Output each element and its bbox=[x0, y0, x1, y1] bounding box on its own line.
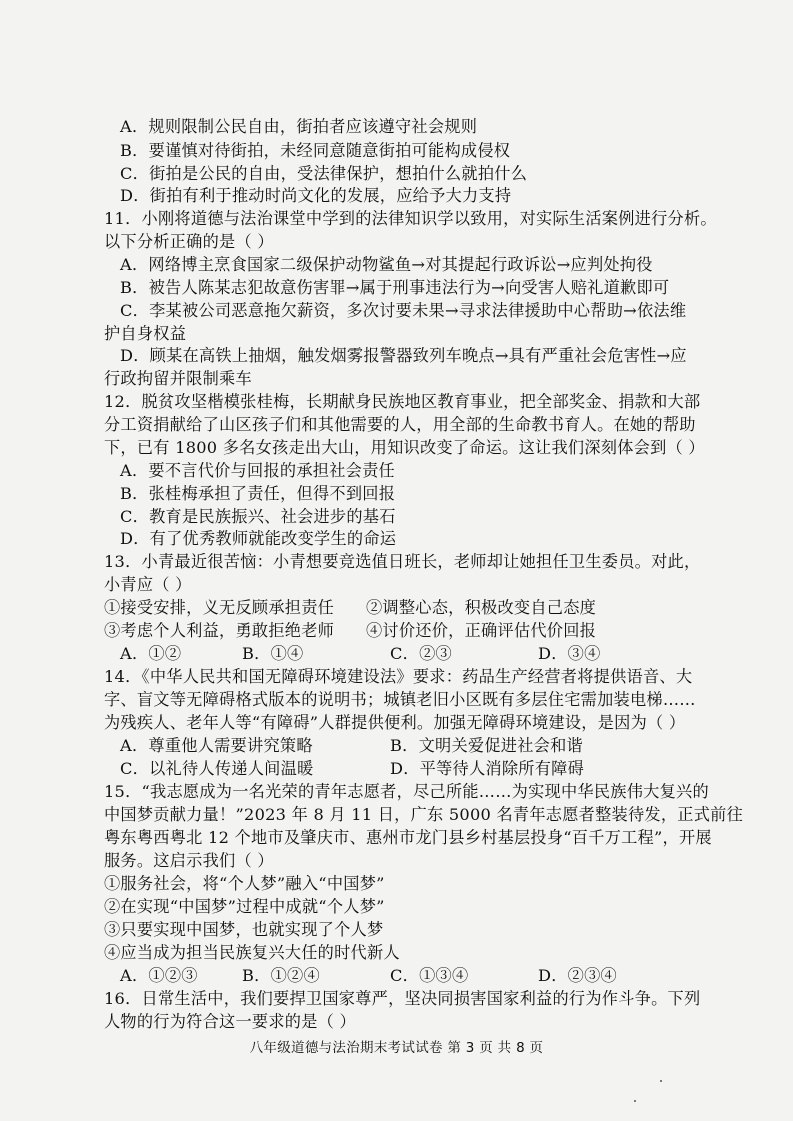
q12-option-a: A．要不言代价与回报的承担社会责任 bbox=[120, 461, 395, 480]
q15-stem-line-4: 服务。这启示我们（ ） bbox=[104, 851, 274, 870]
q15-stem-line-3: 粤东粤西粤北 12 个地市及肇庆市、惠州市龙门县乡村基层投身“百千万工程”，开展 bbox=[104, 828, 712, 847]
q10-option-a: A．规则限制公民自由，街拍者应该遵守社会规则 bbox=[120, 117, 478, 136]
q15-item-1: ①服务社会，将“个人梦”融入“中国梦” bbox=[104, 874, 385, 893]
q12-stem-line-3: 下，已有 1800 多名女孩走出大山，用知识改变了命运。这让我们深刻体会到（ ） bbox=[104, 438, 705, 457]
q15-item-4: ④应当成为担当民族复兴大任的时代新人 bbox=[104, 943, 400, 962]
q15-stem-line-1: 15．“我志愿成为一名光荣的青年志愿者，尽己所能……为实现中华民族伟大复兴的 bbox=[104, 782, 709, 801]
q12-stem-line-1: 12．脱贫攻坚楷模张桂梅，长期献身民族地区教育事业，把全部奖金、捐款和大部 bbox=[104, 392, 701, 411]
q15-choice-a: A．①②③ bbox=[120, 966, 198, 985]
q14-option-b: B．文明关爱促进社会和谐 bbox=[390, 736, 583, 755]
q11-option-d-cont: 行政拘留并限制乘车 bbox=[104, 369, 252, 388]
q11-option-c-cont: 护自身权益 bbox=[104, 324, 187, 343]
q15-stem-line-2: 中国梦贡献力量！”2023 年 8 月 11 日，广东 5000 名青年志愿者整装待发，正式前往 bbox=[104, 805, 744, 824]
q14-options-row-2 bbox=[120, 758, 680, 780]
q13-item-1: ①接受安排，义无反顾承担责任 bbox=[104, 598, 335, 617]
q12-option-d: D．有了优秀教师就能改变学生的命运 bbox=[120, 529, 397, 548]
q13-choice-d: D．③④ bbox=[538, 644, 601, 663]
q11-option-b: B．被告人陈某志犯故意伤害罪→属于刑事违法行为→向受害人赔礼道歉即可 bbox=[120, 278, 670, 297]
q13-item-3: ③考虑个人利益，勇敢拒绝老师 bbox=[104, 621, 335, 640]
q11-option-d: D．顾某在高铁上抽烟，触发烟雾报警器致列车晚点→具有严重社会危害性→应 bbox=[120, 346, 687, 365]
q10-option-b: B．要谨慎对待街拍，未经同意随意街拍可能构成侵权 bbox=[120, 141, 511, 160]
q14-stem-line-3: 为残疾人、老年人等“有障碍”人群提供便利。加强无障碍环境建设，是因为（ ） bbox=[104, 713, 686, 732]
q10-option-d: D．街拍有利于推动时尚文化的发展，应给予大力支持 bbox=[120, 186, 512, 205]
q14-stem-line-1: 14．《中华人民共和国无障碍环境建设法》要求：药品生产经营者将提供语音、大 bbox=[104, 667, 693, 686]
q13-stem-line-2: 小青应（ ） bbox=[104, 575, 192, 594]
q14-options-row-1 bbox=[120, 735, 680, 757]
page-footer: 八年级道德与法治期末考试试卷 第 3 页 共 8 页 bbox=[249, 1040, 544, 1056]
q12-option-b: B．张桂梅承担了责任，但得不到回报 bbox=[120, 484, 396, 503]
q15-item-2: ②在实现“中国梦”过程中成就“个人梦” bbox=[104, 897, 385, 916]
q13-choice-b: B．①④ bbox=[242, 644, 304, 663]
q15-choice-b: B．①②④ bbox=[242, 966, 320, 985]
q15-choice-d: D．②③④ bbox=[538, 966, 617, 985]
scan-speck bbox=[634, 1100, 636, 1102]
q11-stem-line-1: 11．小刚将道德与法治课堂中学到的法律知识学以致用，对实际生活案例进行分析。 bbox=[104, 209, 717, 228]
scan-speck bbox=[660, 1080, 662, 1082]
q12-stem-line-2: 分工资捐献给了山区孩子们和其他需要的人，用全部的生命教书育人。在她的帮助 bbox=[104, 415, 696, 434]
q14-option-c: C．以礼待人传递人间温暖 bbox=[120, 759, 314, 778]
q11-option-a: A．网络博主烹食国家二级保护动物鲨鱼→对其提起行政诉讼→应判处拘役 bbox=[120, 255, 653, 274]
q13-items-row-1 bbox=[104, 597, 704, 619]
q12-option-c: C．教育是民族振兴、社会进步的基石 bbox=[120, 507, 396, 526]
q15-choices bbox=[120, 965, 680, 987]
q13-choice-a: A．①② bbox=[120, 644, 182, 663]
q14-option-a: A．尊重他人需要讲究策略 bbox=[120, 736, 313, 755]
q14-option-d: D．平等待人消除所有障碍 bbox=[390, 759, 585, 778]
q13-items-row-2 bbox=[104, 620, 704, 642]
q13-item-2: ②调整心态，积极改变自己态度 bbox=[366, 598, 597, 617]
q11-stem-line-2: 以下分析正确的是（ ） bbox=[104, 232, 274, 251]
q11-option-c: C．李某被公司恶意拖欠薪资，多次讨要未果→寻求法律援助中心帮助→依法维 bbox=[120, 301, 687, 320]
q14-stem-line-2: 字、盲文等无障碍格式版本的说明书；城镇老旧小区既有多层住宅需加装电梯…… bbox=[104, 690, 696, 709]
q13-item-4: ④讨价还价，正确评估代价回报 bbox=[366, 621, 597, 640]
q16-stem-line-1: 16．日常生活中，我们要捍卫国家尊严，坚决同损害国家利益的行为作斗争。下列 bbox=[104, 989, 701, 1008]
q15-item-3: ③只要实现中国梦，也就实现了个人梦 bbox=[104, 920, 384, 939]
q16-stem-line-2: 人物的行为符合这一要求的是（ ） bbox=[104, 1012, 356, 1031]
q13-stem-line-1: 13．小青最近很苦恼：小青想要竞选值日班长，老师却让她担任卫生委员。对此， bbox=[104, 552, 701, 571]
q13-choices bbox=[120, 643, 680, 665]
q13-choice-c: C．②③ bbox=[390, 644, 452, 663]
q15-choice-c: C．①③④ bbox=[390, 966, 469, 985]
q10-option-c: C．街拍是公民的自由，受法律保护，想拍什么就拍什么 bbox=[120, 164, 528, 183]
